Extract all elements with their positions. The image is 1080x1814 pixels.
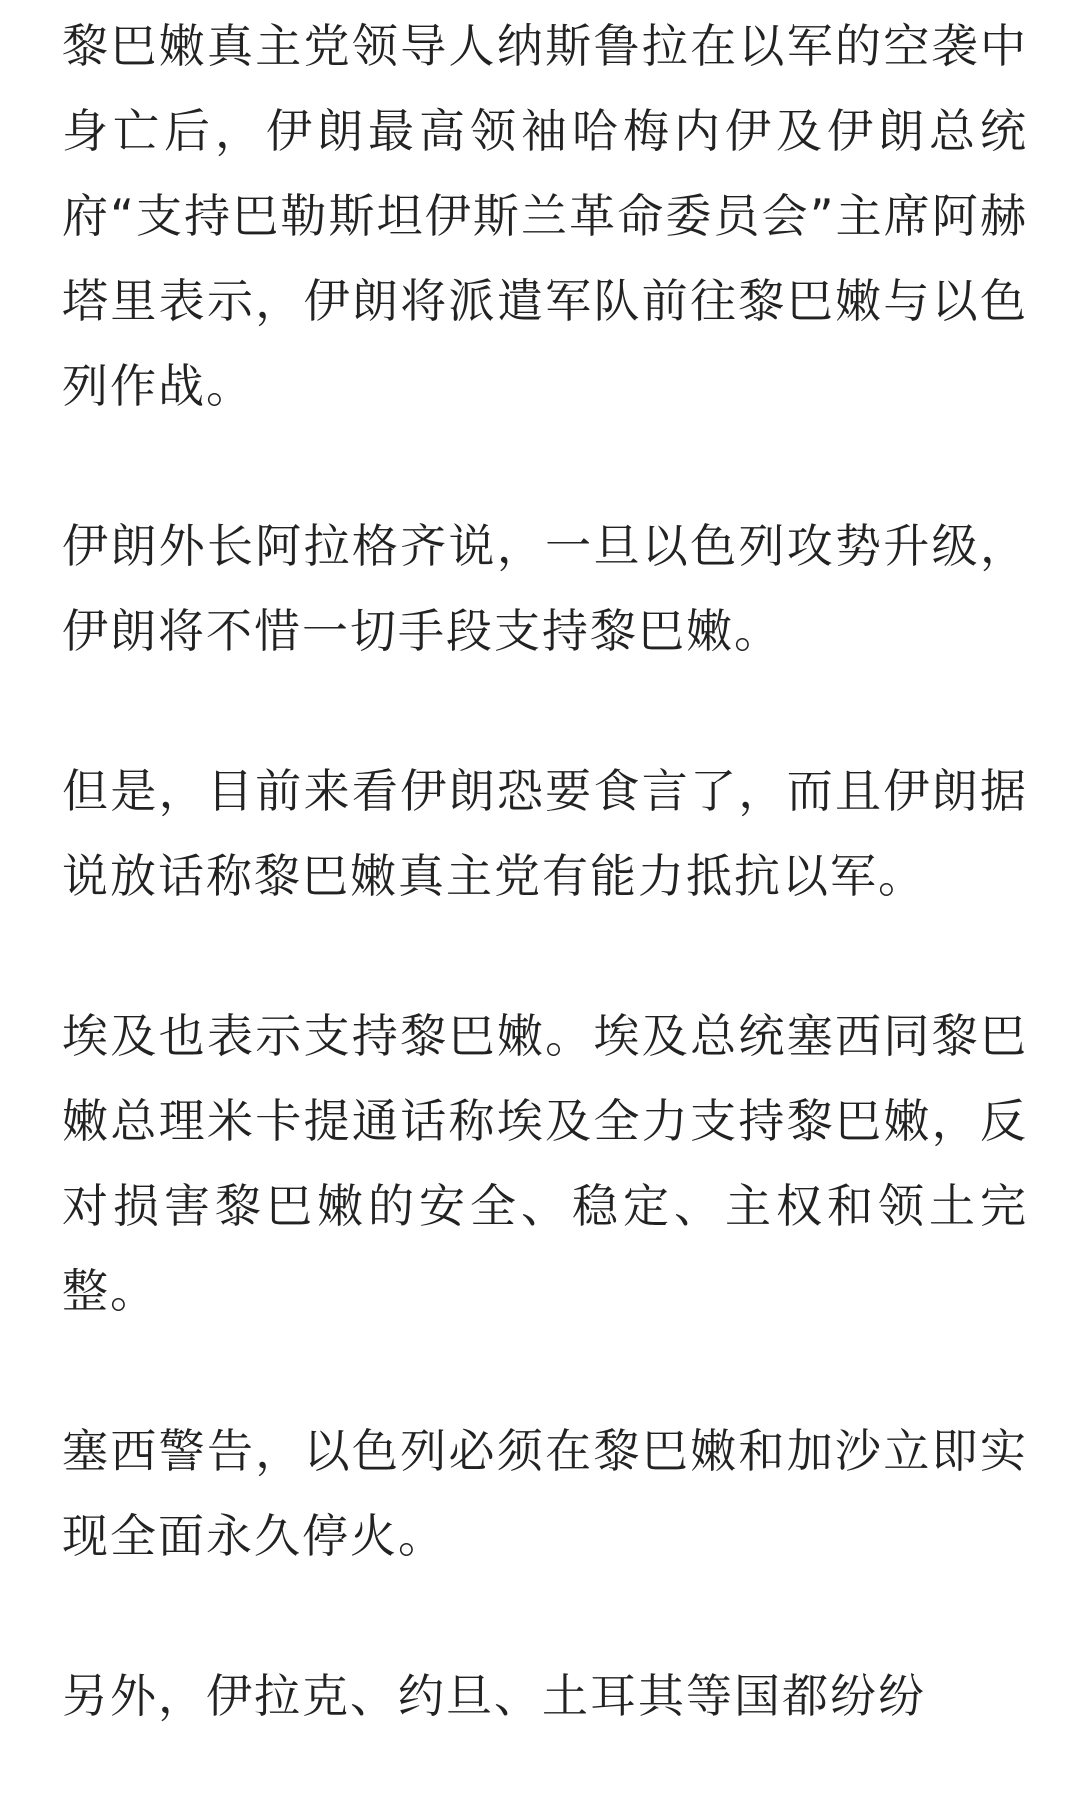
article-paragraph: 埃及也表示支持黎巴嫩。埃及总统塞西同黎巴嫩总理米卡提通话称埃及全力支持黎巴嫩，反对损害黎巴嫩的安全、稳定、主权和领土完整。	[62, 1009, 1028, 1318]
article-paragraph: 黎巴嫩真主党领导人纳斯鲁拉在以军的空袭中身亡后，伊朗最高领袖哈梅内伊及伊朗总统府“支持巴勒斯坦伊斯兰革命委员会”主席阿赫塔里表示，伊朗将派遣军队前往黎巴嫩与以色列作战。	[62, 19, 1028, 413]
article-body	[62, 4, 1028, 1814]
article-paragraph: 伊朗外长阿拉格齐说，一旦以色列攻势升级，伊朗将不惜一切手段支持黎巴嫩。	[62, 519, 1028, 658]
article-paragraph: 另外，伊拉克、约旦、土耳其等国都纷纷	[62, 1669, 926, 1723]
article-paragraph: 塞西警告，以色列必须在黎巴嫩和加沙立即实现全面永久停火。	[62, 1424, 1028, 1563]
article-paragraph: 但是，目前来看伊朗恐要食言了，而且伊朗据说放话称黎巴嫩真主党有能力抵抗以军。	[62, 764, 1028, 903]
